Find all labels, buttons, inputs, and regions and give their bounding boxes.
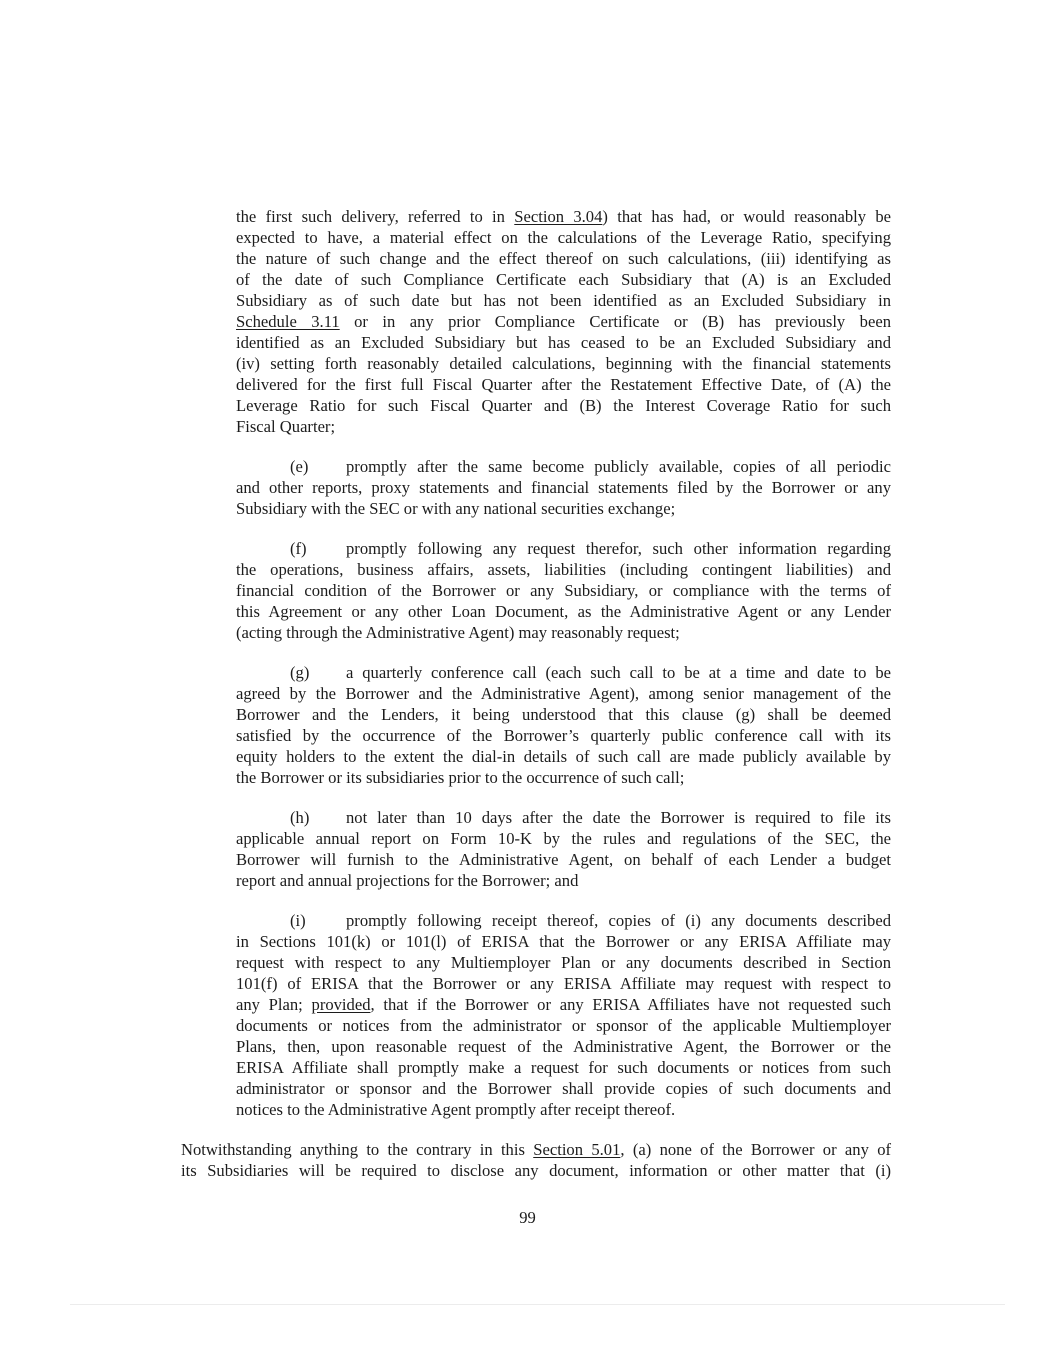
text-line xyxy=(236,828,891,849)
clause-h xyxy=(236,807,891,891)
text-run: delivered for the first full Fiscal Quarter after the Restatement Effective Date, of (A) the xyxy=(236,375,891,394)
text-run: expected to have, a material effect on the calculations of the Leverage Ratio, specifying xyxy=(236,228,891,247)
text-line xyxy=(236,269,891,290)
text-line xyxy=(236,538,891,559)
text-line xyxy=(236,767,891,788)
text-line xyxy=(236,807,891,828)
cross-reference-link: Schedule 3.11 xyxy=(236,312,340,331)
text-line xyxy=(236,683,891,704)
bottom-divider xyxy=(70,1304,1005,1305)
text-line xyxy=(236,931,891,952)
text-run: ERISA Affiliate shall promptly make a request for such documents or notices from such xyxy=(236,1058,891,1077)
text-line xyxy=(236,622,891,643)
text-run: , (a) none of the Borrower or any of xyxy=(620,1140,892,1159)
cross-reference-link: provided xyxy=(311,995,371,1014)
text-run: equity holders to the extent the dial-in details of such call are made publicly available by xyxy=(236,747,891,766)
text-run: the operations, business affairs, assets, liabilities (including contingent liabilities) and xyxy=(236,560,891,579)
text-run: , that if the Borrower or any ERISA Affiliates have not requested such xyxy=(370,995,891,1014)
text-line xyxy=(236,290,891,311)
text-line xyxy=(236,870,891,891)
text-run: in Sections 101(k) or 101(l) of ERISA that the Borrower or any ERISA Affiliate may xyxy=(236,932,891,951)
text-line xyxy=(181,1139,891,1160)
clause-i xyxy=(236,910,891,1120)
text-line xyxy=(236,559,891,580)
text-line xyxy=(236,725,891,746)
text-line xyxy=(236,952,891,973)
text-run: agreed by the Borrower and the Administrative Agent), among senior management of the xyxy=(236,684,891,703)
text-line xyxy=(236,353,891,374)
text-run: of the date of such Compliance Certificate each Subsidiary that (A) is an Excluded xyxy=(236,270,891,289)
text-run: documents or notices from the administrator or sponsor of the applicable Multiemployer xyxy=(236,1016,891,1035)
text-run: satisfied by the occurrence of the Borrower’s quarterly public conference call with its xyxy=(236,726,891,745)
text-run: promptly following receipt thereof, copies of (i) any documents described xyxy=(346,911,891,930)
text-run: any Plan; xyxy=(236,995,312,1014)
text-line xyxy=(236,1036,891,1057)
text-line xyxy=(236,849,891,870)
text-run: notices to the Administrative Agent promptly after receipt thereof. xyxy=(236,1100,676,1119)
clause-e xyxy=(236,456,891,519)
text-run: promptly after the same become publicly available, copies of all periodic xyxy=(346,457,891,476)
text-run: 101(f) of ERISA that the Borrower or any ERISA Affiliate may request with respect to xyxy=(236,974,891,993)
text-run: and other reports, proxy statements and financial statements filed by the Borrower or any xyxy=(236,478,891,497)
text-line xyxy=(236,662,891,683)
text-line xyxy=(236,746,891,767)
text-line xyxy=(236,477,891,498)
text-run: Plans, then, upon reasonable request of the Administrative Agent, the Borrower or the xyxy=(236,1037,891,1056)
text-run: Borrower and the Lenders, it being understood that this clause (g) shall be deemed xyxy=(236,705,891,724)
text-run: promptly following any request therefor, such other information regarding xyxy=(346,539,891,558)
clause-g xyxy=(236,662,891,788)
text-line xyxy=(236,601,891,622)
text-line xyxy=(236,206,891,227)
clause-label: (i) xyxy=(290,911,306,930)
text-line xyxy=(181,1160,891,1181)
text-line xyxy=(236,416,891,437)
text-run: (iv) setting forth reasonably detailed calculations, beginning with the financial statements xyxy=(236,354,891,373)
clause-f xyxy=(236,538,891,643)
text-run: financial condition of the Borrower or any Subsidiary, or compliance with the terms of xyxy=(236,581,891,600)
text-line xyxy=(236,910,891,931)
text-line xyxy=(236,227,891,248)
text-run: Leverage Ratio for such Fiscal Quarter and (B) the Interest Coverage Ratio for such xyxy=(236,396,891,415)
text-run: the first such delivery, referred to in xyxy=(236,207,515,226)
text-run: applicable annual report on Form 10-K by the rules and regulations of the SEC, the xyxy=(236,829,891,848)
text-line xyxy=(236,973,891,994)
clause-label: (e) xyxy=(290,457,309,476)
text-run: (acting through the Administrative Agent) may reasonably request; xyxy=(236,623,680,642)
text-run: this Agreement or any other Loan Document, as the Administrative Agent or any Lender xyxy=(236,602,891,621)
text-line xyxy=(236,580,891,601)
text-run: Notwithstanding anything to the contrary in this xyxy=(181,1140,534,1159)
clause-label: (g) xyxy=(290,663,310,682)
text-line xyxy=(236,1099,891,1120)
text-line xyxy=(236,704,891,725)
notwithstanding-paragraph xyxy=(181,1139,891,1181)
text-run: ) that has had, or would reasonably be xyxy=(602,207,891,226)
text-run: not later than 10 days after the date the Borrower is required to file its xyxy=(346,808,891,827)
clause-label: (h) xyxy=(290,808,310,827)
text-run: Subsidiary with the SEC or with any national securities exchange; xyxy=(236,499,676,518)
cross-reference-link: Section 3.04 xyxy=(514,207,603,226)
text-line xyxy=(236,311,891,332)
text-run: request with respect to any Multiemployer Plan or any documents described in Section xyxy=(236,953,891,972)
text-run: or in any prior Compliance Certificate or (B) has previously been xyxy=(339,312,891,331)
text-run: identified as an Excluded Subsidiary but has ceased to be an Excluded Subsidiary and xyxy=(236,333,891,352)
text-run: administrator or sponsor and the Borrower shall provide copies of such documents and xyxy=(236,1079,891,1098)
text-line xyxy=(236,456,891,477)
text-line xyxy=(236,332,891,353)
text-line xyxy=(236,1015,891,1036)
text-run: report and annual projections for the Borrower; and xyxy=(236,871,579,890)
text-run: Fiscal Quarter; xyxy=(236,417,336,436)
clause-label: (f) xyxy=(290,539,307,558)
text-line xyxy=(236,994,891,1015)
text-run: Subsidiary as of such date but has not been identified as an Excluded Subsidiary in xyxy=(236,291,891,310)
text-run: the nature of such change and the effect thereof on such calculations, (iii) identifying as xyxy=(236,249,891,268)
text-line xyxy=(236,248,891,269)
text-line xyxy=(236,395,891,416)
page-number: 99 xyxy=(519,1208,536,1227)
text-line xyxy=(236,498,891,519)
text-run: Borrower will furnish to the Administrative Agent, on behalf of each Lender a budget xyxy=(236,850,891,869)
cross-reference-link: Section 5.01 xyxy=(533,1140,621,1159)
text-line xyxy=(236,374,891,395)
continuation-paragraph xyxy=(236,206,891,437)
text-run: a quarterly conference call (each such call to be at a time and date to be xyxy=(346,663,891,682)
text-line xyxy=(236,1057,891,1078)
text-run: the Borrower or its subsidiaries prior to the occurrence of such call; xyxy=(236,768,685,787)
text-line xyxy=(236,1078,891,1099)
text-run: its Subsidiaries will be required to disclose any document, information or other matter that (i) xyxy=(181,1161,891,1180)
